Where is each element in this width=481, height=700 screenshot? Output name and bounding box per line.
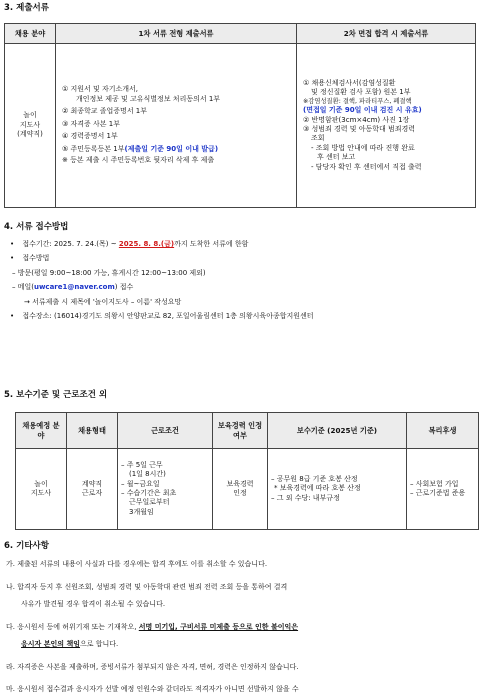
period-row (10, 240, 475, 249)
career-line: 보육경력 (226, 479, 254, 488)
condition-line: – 월~금요일 (121, 479, 160, 488)
doc-item: 개인정보 제공 및 고유식별정보 처리동의서 1부 (76, 94, 221, 103)
condition-line: – 주 5일 근무 (121, 460, 163, 469)
note-ga: 가. 제출된 서류의 내용이 사실과 다를 경우에는 합격 후에도 이를 취소할 수 있습니다. (6, 560, 268, 568)
career-cell (213, 449, 268, 530)
doc-item: - 조회 방법 안내에 따라 진행 완료 (311, 143, 415, 152)
field-line: 놀이 (34, 479, 48, 488)
section6-title: 6. 기타사항 (4, 541, 49, 551)
pay-line: * 보육경력에 따라 호봉 산정 (274, 484, 361, 493)
doc-note: ※ 등본 제출 시 주민등록번호 뒷자리 삭제 후 제출 (62, 156, 215, 165)
header-field: 채용 분야 (5, 24, 56, 44)
note-ma: 마. 응시원서 접수결과 응시자가 선발 예정 인원수와 같더라도 적격자가 아니면 선발하지 않을 수 (6, 685, 299, 693)
header-welfare: 복리후생 (407, 413, 479, 449)
doc-validity-note: (면접일 기준 90일 이내 검진 시 유효) (303, 106, 422, 115)
doc-item: ③ 성범죄 경력 및 아동학대 범죄경력 (303, 125, 416, 134)
header-pay: 보수기준 (2025년 기준) (268, 413, 407, 449)
header-field: 채용예정 분야 (16, 413, 67, 449)
method-row (10, 254, 475, 263)
second-round-docs (297, 44, 476, 208)
subject-note: → 서류제출 시 제목에 '놀이지도사 – 이름' 작성요망 (24, 297, 182, 306)
note-da-prefix: 다. 응시원서 등에 허위기재 또는 기재착오, (6, 623, 139, 631)
bullet: • (10, 254, 15, 263)
type-cell (67, 449, 118, 530)
welfare-line: – 사회보험 가입 (410, 479, 459, 488)
doc-item: ② 반명함판(3cm×4cm) 사진 1장 (303, 115, 410, 124)
visit-method: – 방문(평일 9:00~18:00 가능, 휴게시간 12:00~13:00 제외) (12, 268, 206, 277)
note-na-line1: 나. 합격자 등지 후 신원조회, 성범죄 경력 및 아동학대 관련 범죄 전력 조회 등을 통하여 결격 (6, 583, 288, 591)
doc-item: ② 최종학교 졸업증명서 1부 (62, 107, 148, 116)
doc-item: ① 채용신체검사서(감염성질환 (303, 78, 396, 87)
mail-suffix: ) 접수 (114, 283, 134, 292)
note-da-emphasis2: 응시자 본인의 책임 (21, 640, 80, 648)
mail-prefix: – 메일( (12, 283, 34, 292)
doc-item (62, 145, 290, 154)
first-round-docs (56, 44, 297, 208)
type-line: 계약직 (81, 479, 103, 488)
field-cell (5, 44, 56, 208)
place-row (10, 312, 475, 321)
welfare-cell (407, 449, 479, 530)
conditions-table (15, 412, 479, 530)
place-text: 접수장소: (16014)경기도 의왕시 안양판교로 82, 포일어울림센터 1층 의왕시육아종합지원센터 (22, 312, 314, 321)
doc-item: ④ 경력증명서 1부 (62, 132, 118, 141)
welfare-line: – 근로기준법 준용 (410, 489, 466, 497)
bullet: • (10, 312, 15, 321)
deadline: 2025. 8. 8.(금) (118, 240, 175, 248)
field-cell (16, 449, 67, 530)
field-line: 놀이 (23, 111, 37, 120)
doc-item-text: ⑤ 주민등록등본 1부 (62, 144, 125, 153)
section4-title: 4. 서류 접수방법 (4, 222, 69, 232)
condition-line: – 수습기간은 최초 (121, 489, 177, 497)
pay-line: – 공무원 8급 기준 호봉 산정 (271, 474, 358, 483)
email-link[interactable]: uwcare1@naver.com (33, 283, 115, 292)
note-da-suffix: 으로 합니다. (79, 640, 119, 648)
header-type: 채용형태 (67, 413, 118, 449)
note-ra: 라. 자격증은 사본을 제출하며, 증빙서류가 첨부되지 않은 자격, 면허, 경력은 인정하지 않습니다. (6, 663, 299, 671)
doc-item: 후 센터 보고 (317, 153, 356, 162)
method-label: 접수방법 (22, 254, 50, 263)
period-text: 접수기간: 2025. 7. 24.(목) ~ (22, 240, 119, 248)
header-first-round: 1차 서류 전형 제출서류 (56, 24, 297, 44)
header-career: 보육경력 인정여부 (213, 413, 268, 449)
doc-item: ① 지원서 및 자기소개서, (62, 85, 139, 94)
section5-title: 5. 보수기준 및 근로조건 외 (4, 390, 108, 400)
doc-note: ※감염성질환: 결핵, 파라티푸스, 폐결핵 (303, 97, 412, 105)
pay-cell (268, 449, 407, 530)
doc-item: - 담당자 확인 후 센터에서 직접 출력 (311, 162, 422, 171)
field-line: (계약직) (17, 130, 43, 139)
doc-issue-note: (제출일 기준 90일 이내 발급) (124, 144, 219, 153)
type-line: 근로자 (81, 489, 103, 497)
career-line: 인정 (233, 489, 247, 497)
submission-method (10, 240, 475, 327)
conditions-cell (118, 449, 213, 530)
section3-title: 3. 제출서류 (4, 3, 49, 13)
period-suffix: 까지 도착한 서류에 한함 (174, 240, 249, 248)
condition-line: 근무일로부터 (129, 498, 170, 507)
documents-table (4, 23, 476, 208)
field-line: 지도사 (30, 489, 52, 497)
mail-method (10, 283, 475, 292)
note-da-line2 (21, 640, 475, 649)
note-da-line1 (6, 623, 475, 632)
note-na-line2: 사유가 발견될 경우 합격이 취소될 수 있습니다. (21, 600, 166, 608)
field-line: 지도사 (19, 120, 41, 129)
doc-item: ③ 자격증 사본 1부 (62, 119, 120, 128)
note-da-emphasis: 서명 미기입, 구비서류 미제출 등으로 인한 불이익은 (138, 623, 299, 631)
condition-line: (1일 8시간) (129, 470, 166, 479)
doc-item: 및 정신질환 검사 포함) 원본 1부 (311, 88, 411, 97)
condition-line: 3개월임 (129, 507, 154, 516)
header-second-round: 2차 면접 합격 시 제출서류 (297, 24, 476, 44)
header-conditions: 근로조건 (118, 413, 213, 449)
doc-item: 조회 (311, 134, 325, 143)
pay-line: – 그 외 수당: 내부규정 (271, 493, 340, 502)
bullet: • (10, 240, 15, 248)
